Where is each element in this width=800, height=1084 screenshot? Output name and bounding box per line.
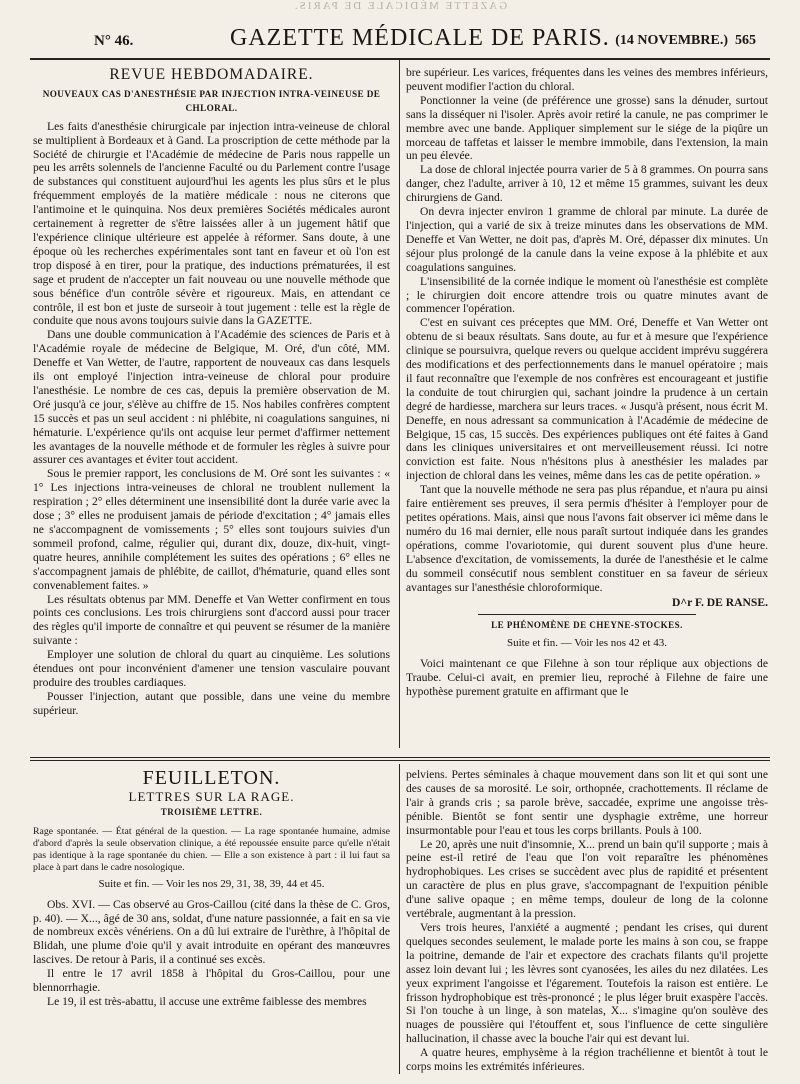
column-divider-bottom xyxy=(399,764,400,1074)
paragraph: La dose de chloral injectée pourra varier de 5 à 8 grammes. On pourra sans danger, chez l'adulte, arriver à 10, 12 et même 15 grammes, suivant les deux chirurgiens de Gand. xyxy=(406,163,768,205)
section-rule xyxy=(478,614,695,615)
lettres-title: LETTRES SUR LA RAGE. xyxy=(128,788,295,804)
paragraph: Tant que la nouvelle méthode ne sera pas plus répandue, et n'aura pu ainsi faire entièrement ses preuves, il sera permis d'hésiter à l'employer pour de petites opérations. Mais, ainsi que nous l'avons fait observer ici même dans le numéro du 16 mai dernier, elle nous paraît surtout indiquée dans les grandes opérations, comme l'ovariotomie, qui durent souvent plus d'une heure. L'absence d'excitation, de vomissements, la durée de l'anesthésie et le calme du sommeil consécutif nous semblent constituer en sa faveur de sérieux avantages sur l'anesthésie chloroformique. xyxy=(406,483,768,594)
paragraph: Obs. XVI. — Cas observé au Gros-Caillou (cité dans la thèse de C. Gros, p. 40). — X..., âgé de 30 ans, soldat, d'une nature passionnée, a fait en sa vie de nombreux excès vénériens. On a dû lui extraire de l'urèthre, à l'hôpital de Blidah, une plume d'oie qu'il y avait introduite en opérant des manœuvres lascives. De retour à Paris, il a continué ses excès. xyxy=(33,897,390,967)
paragraph: pelviens. Pertes séminales à chaque mouvement dans son lit et qui sont une des causes de sa morosité. Le soir, orthopnée, crachottements. Il réclame de l'air à grands cris ; sa parole brève, saccadée, exprime une angoisse très-pénible. Bientôt se font sentir une dysphagie extrême, une horreur insurmontable pour l'eau et tous les corps brillants. Pouls à 100. xyxy=(406,768,768,837)
paragraph: Vers trois heures, l'anxiété a augmenté ; pendant les crises, qui durent quelques secondes seulement, le malade porte les mains à son cou, se frappe la poitrine, demande de l'air et expectore des crachats filants qu'il projette assez loin devant lui ; les lèvres sont cyanosées, les ailes du nez dilatées. Les yeux expriment l'angoisse et l'égarement. Toutefois la raison est entière. Le frisson hydrophobique est très-prononcé ; le plus léger bruit exaspère l'accès. Si l'on touche à un linge, à son matelas, X... s'imagine qu'on soulève des nuages de poussière qui l'étouffent et, sous l'influence de cette singulière hallucination, il chasse avec la bouche l'air qui est devant lui. xyxy=(406,920,768,1046)
issue-date: (14 NOVEMBRE.) xyxy=(615,33,728,48)
paragraph: Ponctionner la veine (de préférence une grosse) sans la dénuder, surtout sans la disséquer ni l'isoler. Après avoir retiré la canule, ne pas comprimer le membre avec une bande. Appliquer simplement sur le siége de la piqûre un morceau de taffetas et laisser le membre immobile, dans l'extension, la main un peu élevée. xyxy=(406,93,768,163)
revue-subtitle: NOUVEAUX CAS D'ANESTHÉSIE PAR INJECTION INTRA-VEINEUSE DE CHLORAL. xyxy=(42,88,381,113)
summary-text: Rage spontanée. — État général de la question. — La rage spontanée humaine, admise d'abord d'après la seule observation clinique, a été repoussée ensuite parce qu'elle n'était pas identique à la rage spontanée du chien. — Elle a son existence à part : il lui faut sa place à part dans le cadre nosologique. xyxy=(33,825,390,873)
feuilleton-title: FEUILLETON. xyxy=(142,767,281,789)
feuilleton-rule-2 xyxy=(30,760,770,761)
paragraph: Le 19, il est très-abattu, il accuse une extrême faiblesse des membres xyxy=(47,994,367,1008)
masthead xyxy=(88,24,760,56)
paragraph: Sous le premier rapport, les conclusions de M. Oré sont les suivantes : « 1° Les injections intra-veineuses de chloral ne troublent nullement la respiration ; 2° elles déterminent une insensibilité dont la durée varie avec la dose ; 3° elles ne produisent jamais de période d'excitation ; 4° jamais elles ne s'accompagnent de vomissements ; 5° elles sont toujours suivies d'un sommeil profond, calme, régulier qui, durant dix, douze, dix-huit, vingt-quatre heures, annihile complétement les suites des opérations ; 6° elles ne s'accompagnent jamais de phlébite, de caillot, d'hématurie, quand elles sont convenablement faites. » xyxy=(33,467,390,592)
page-number: 565 xyxy=(735,33,756,48)
paragraph: Dans une double communication à l'Académie des sciences de Paris et à l'Académie royale de médecine de Belgique, M. Oré, d'un côté, MM. Deneffe et Van Wetter, de l'autre, rapportent de nouveaux cas dans lesquels ils ont employé l'injection intra-veineuse de chloral pour produire l'anesthésie. Le nombre de ces cas, depuis la première observation de M. Oré jusqu'à ce jour, s'élève au chiffre de 15. Nos habiles confrères comptent 15 succès et pas un seul accident : ni phlébite, ni coagulations sanguines, ni hématurie. L'expérience qu'ils ont acquise leur permet d'affirmer nettement les avantages de la nouvelle méthode et de formuler les règles à suivre pour assurer ces avantages et éviter tout accident. xyxy=(33,328,390,467)
issue-date-page xyxy=(615,33,756,49)
masthead-rule xyxy=(30,58,770,60)
issue-number: N° 46. xyxy=(94,33,134,49)
revue-title: REVUE HEBDOMADAIRE. xyxy=(109,66,314,83)
signature: D^r F. DE RANSE. xyxy=(672,596,768,610)
paragraph: L'insensibilité de la cornée indique le moment où l'anesthésie est complète ; le chirurgien doit encore attendre trois ou quatre minutes avant de commencer l'opération. xyxy=(406,274,768,316)
column-divider-top xyxy=(399,60,400,748)
feuilleton-rule xyxy=(30,757,770,758)
paragraph: Voici maintenant ce que Filehne à son tour réplique aux objections de Traube. Celui-ci avait, en premier lieu, reproché à Filehne de faire une hypothèse purement gratuite en affirmant que le xyxy=(406,657,768,698)
paragraph: On devra injecter environ 1 gramme de chloral par minute. La durée de l'injection, qui a varié de six à treize minutes dans les observations de MM. Deneffe et Van Wetter, ne doit pas, d'après M. Oré, dépasser dix minutes. Un séjour plus prolongé de la canule dans la veine expose à la phlébite et aux coagulations sanguines. xyxy=(406,205,768,274)
paragraph: A quatre heures, emphysème à la région trachélienne et bientôt à tout le corps moins les extrémités inférieures. xyxy=(406,1046,768,1074)
newspaper-title: GAZETTE MÉDICALE DE PARIS. xyxy=(230,25,610,51)
paragraph: bre supérieur. Les varices, fréquentes dans les veines des membres inférieurs, peuvent modifier l'action du chloral. xyxy=(406,66,768,93)
feuilleton-right-column xyxy=(406,768,768,1076)
paragraph: Le 20, après une nuit d'insomnie, X... prend un bain qu'il supporte ; mais à peine est-il retiré de l'eau que l'on voit reparaître les phénomènes hydrophobiques. Les crises se succèdent avec plus de rapidité et présentent un caractère de plus en plus grave, s'accompagnant de l'expuition pénible d'une salive opaque ; en même temps, douleur de long de la colonne vertébrale, augmentant à la pression. xyxy=(406,837,768,921)
paragraph: Employer une solution de chloral du quart au cinquième. Les solutions étendues ont pour inconvénient d'amener une tension vasculaire pouvant produire des troubles cardiaques. xyxy=(33,648,390,689)
cheyne-stokes-suite: Suite et fin. — Voir les nos 42 et 43. xyxy=(506,637,667,650)
paragraph: Il entre le 17 avril 1858 à l'hôpital du Gros-Caillou, pour une blennorrhagie. xyxy=(33,967,390,995)
feuilleton-suite: Suite et fin. — Voir les nos 29, 31, 38, 39, 44 et 45. xyxy=(98,877,325,890)
paragraph: Les résultats obtenus par MM. Deneffe et Van Wetter confirment en tous points ces conclusions. Les trois chirurgiens sont d'accord aussi pour tracer des règles qu'il importe de connaître et qui peuvent se résumer de la manière suivante : xyxy=(33,592,390,648)
letter-summary xyxy=(33,826,390,874)
revue-left-column xyxy=(33,62,390,754)
paragraph: Pousser l'injection, autant que possible, dans une veine du membre supérieur. xyxy=(33,689,390,717)
bleed-through-text: GAZETTE MÉDICALE DE PARIS. xyxy=(292,0,508,12)
letter-number: TROISIÈME LETTRE. xyxy=(160,806,263,817)
feuilleton-left-column xyxy=(33,766,390,1078)
revue-right-column xyxy=(406,66,768,754)
paragraph: C'est en suivant ces préceptes que MM. Oré, Deneffe et Van Wetter ont obtenu de si beaux résultats. Sans doute, au fur et à mesure que l'expérience clinique se poursuivra, quelque revers ou quelque accident imprévu suggérera des modifications et des perfectionnements dans le manuel opératoire ; mais il faut reconnaître que l'exemple de nos confrères est encourageant et justifie la conduite de tout chirurgien qui, sachant joindre la prudence à un certain degré de hardiesse, marchera sur leurs traces. « Jusqu'à présent, nous écrit M. Deneffe, en nous adressant sa communication à l'Académie de médecine de Belgique, 15 cas, 15 succès. Des expériences publiques ont été faites à Gand dans les cliniques universitaires et ont merveilleusement réussi. Ici notre conviction est faite. Nous n'hésitons plus à anesthésier les malades par injection de chloral dans les veines, même dans les cas de petite opération. » xyxy=(406,316,768,483)
paragraph: Les faits d'anesthésie chirurgicale par injection intra-veineuse de chloral se multiplient à Bordeaux et à Gand. La proscription de cette méthode par la Société de chirurgie et l'Académie de médecine de Paris nous rappelle un peu les arrêts solennels de l'ancienne Faculté ou du Parlement contre l'usage de substances qui constituent aujourd'hui les agents les plus sûrs et le plus fréquemment employés de la matière médicale : nous ne citerons que l'antimoine et le quinquina. Nos deux premières Sociétés médicales auront certainement à regretter de s'être laissées aller à un jugement hâtif que l'expérience clinique ultérieure est appelée à réformer. Sans doute, à une époque où les recherches expérimentales sont tant en faveur et où l'on est trop disposé à en tirer, pour la pratique, des inductions prématurées, il est sage et prudent de n'accepter un fait nouveau ou une nouvelle méthode que sous bénéfice d'un contrôle sévère et rigoureux. Mais, en attendant ce contrôle, il est bon et juste de surseoir à tout jugement : telle est la règle de conduite que nous avons toujours suivie dans la GAZETTE. xyxy=(33,119,390,328)
cheyne-stokes-title: LE PHÉNOMÈNE DE CHEYNE-STOCKES. xyxy=(491,620,683,631)
